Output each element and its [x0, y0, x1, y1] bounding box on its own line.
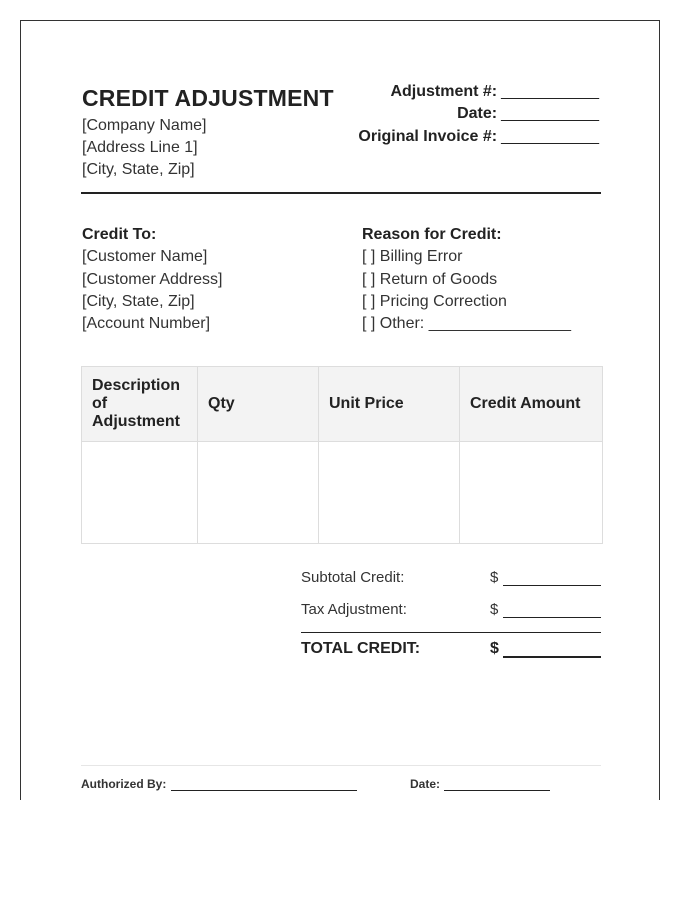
table-row [82, 442, 603, 544]
adjustment-table [81, 366, 603, 544]
adjustment-number-label: Adjustment #: [390, 83, 498, 100]
date-field [457, 105, 599, 123]
total-credit-currency: $ [490, 640, 499, 657]
authorized-by-line [171, 790, 357, 791]
cell-unit-price[interactable] [319, 442, 460, 544]
col-header-qty: Qty [198, 367, 319, 442]
adjustment-number-blank: ___________ [501, 83, 599, 100]
tax-adjustment-blank [503, 617, 601, 618]
total-credit-label: TOTAL CREDIT: [301, 640, 421, 657]
company-city-state-zip: [City, State, Zip] [82, 161, 195, 178]
original-invoice-field [358, 128, 599, 146]
subtotal-label: Subtotal Credit: [301, 569, 405, 586]
reason-pricing-correction: [ ] Pricing Correction [362, 293, 507, 310]
col-header-description: Description of Adjustment [82, 367, 198, 442]
company-address: [Address Line 1] [82, 139, 198, 156]
totals-divider [301, 632, 601, 633]
customer-city-state-zip: [City, State, Zip] [82, 293, 195, 310]
reason-other: [ ] Other: ________________ [362, 315, 572, 332]
table-header-row [82, 367, 603, 442]
cell-description[interactable] [82, 442, 198, 544]
original-invoice-label: Original Invoice #: [358, 128, 498, 145]
customer-address: [Customer Address] [82, 271, 223, 288]
subtotal-currency: $ [490, 569, 499, 586]
header-divider [81, 192, 601, 194]
customer-name: [Customer Name] [82, 248, 208, 265]
cell-qty[interactable] [198, 442, 319, 544]
total-credit-blank [503, 656, 601, 658]
reason-heading: Reason for Credit: [362, 226, 502, 243]
adjustment-number-field [390, 83, 599, 101]
authorized-by-label: Authorized By: [81, 777, 167, 791]
footer-divider [81, 765, 601, 766]
subtotal-blank [503, 585, 601, 586]
col-header-credit-amount: Credit Amount [460, 367, 603, 442]
reason-return-of-goods: [ ] Return of Goods [362, 271, 498, 288]
date-label: Date: [457, 105, 498, 122]
date-blank: ___________ [501, 105, 599, 122]
company-name: [Company Name] [82, 117, 207, 134]
footer-date-label: Date: [410, 777, 441, 791]
tax-adjustment-label: Tax Adjustment: [301, 601, 407, 618]
document-page [20, 20, 660, 800]
tax-adjustment-currency: $ [490, 601, 499, 618]
document-title: CREDIT ADJUSTMENT [82, 85, 334, 111]
original-invoice-blank: ___________ [501, 128, 599, 145]
customer-account-number: [Account Number] [82, 315, 211, 332]
reason-billing-error: [ ] Billing Error [362, 248, 463, 265]
col-header-unit-price: Unit Price [319, 367, 460, 442]
credit-to-heading: Credit To: [82, 226, 157, 243]
footer-date-line [444, 790, 550, 791]
cell-credit-amount[interactable] [460, 442, 603, 544]
